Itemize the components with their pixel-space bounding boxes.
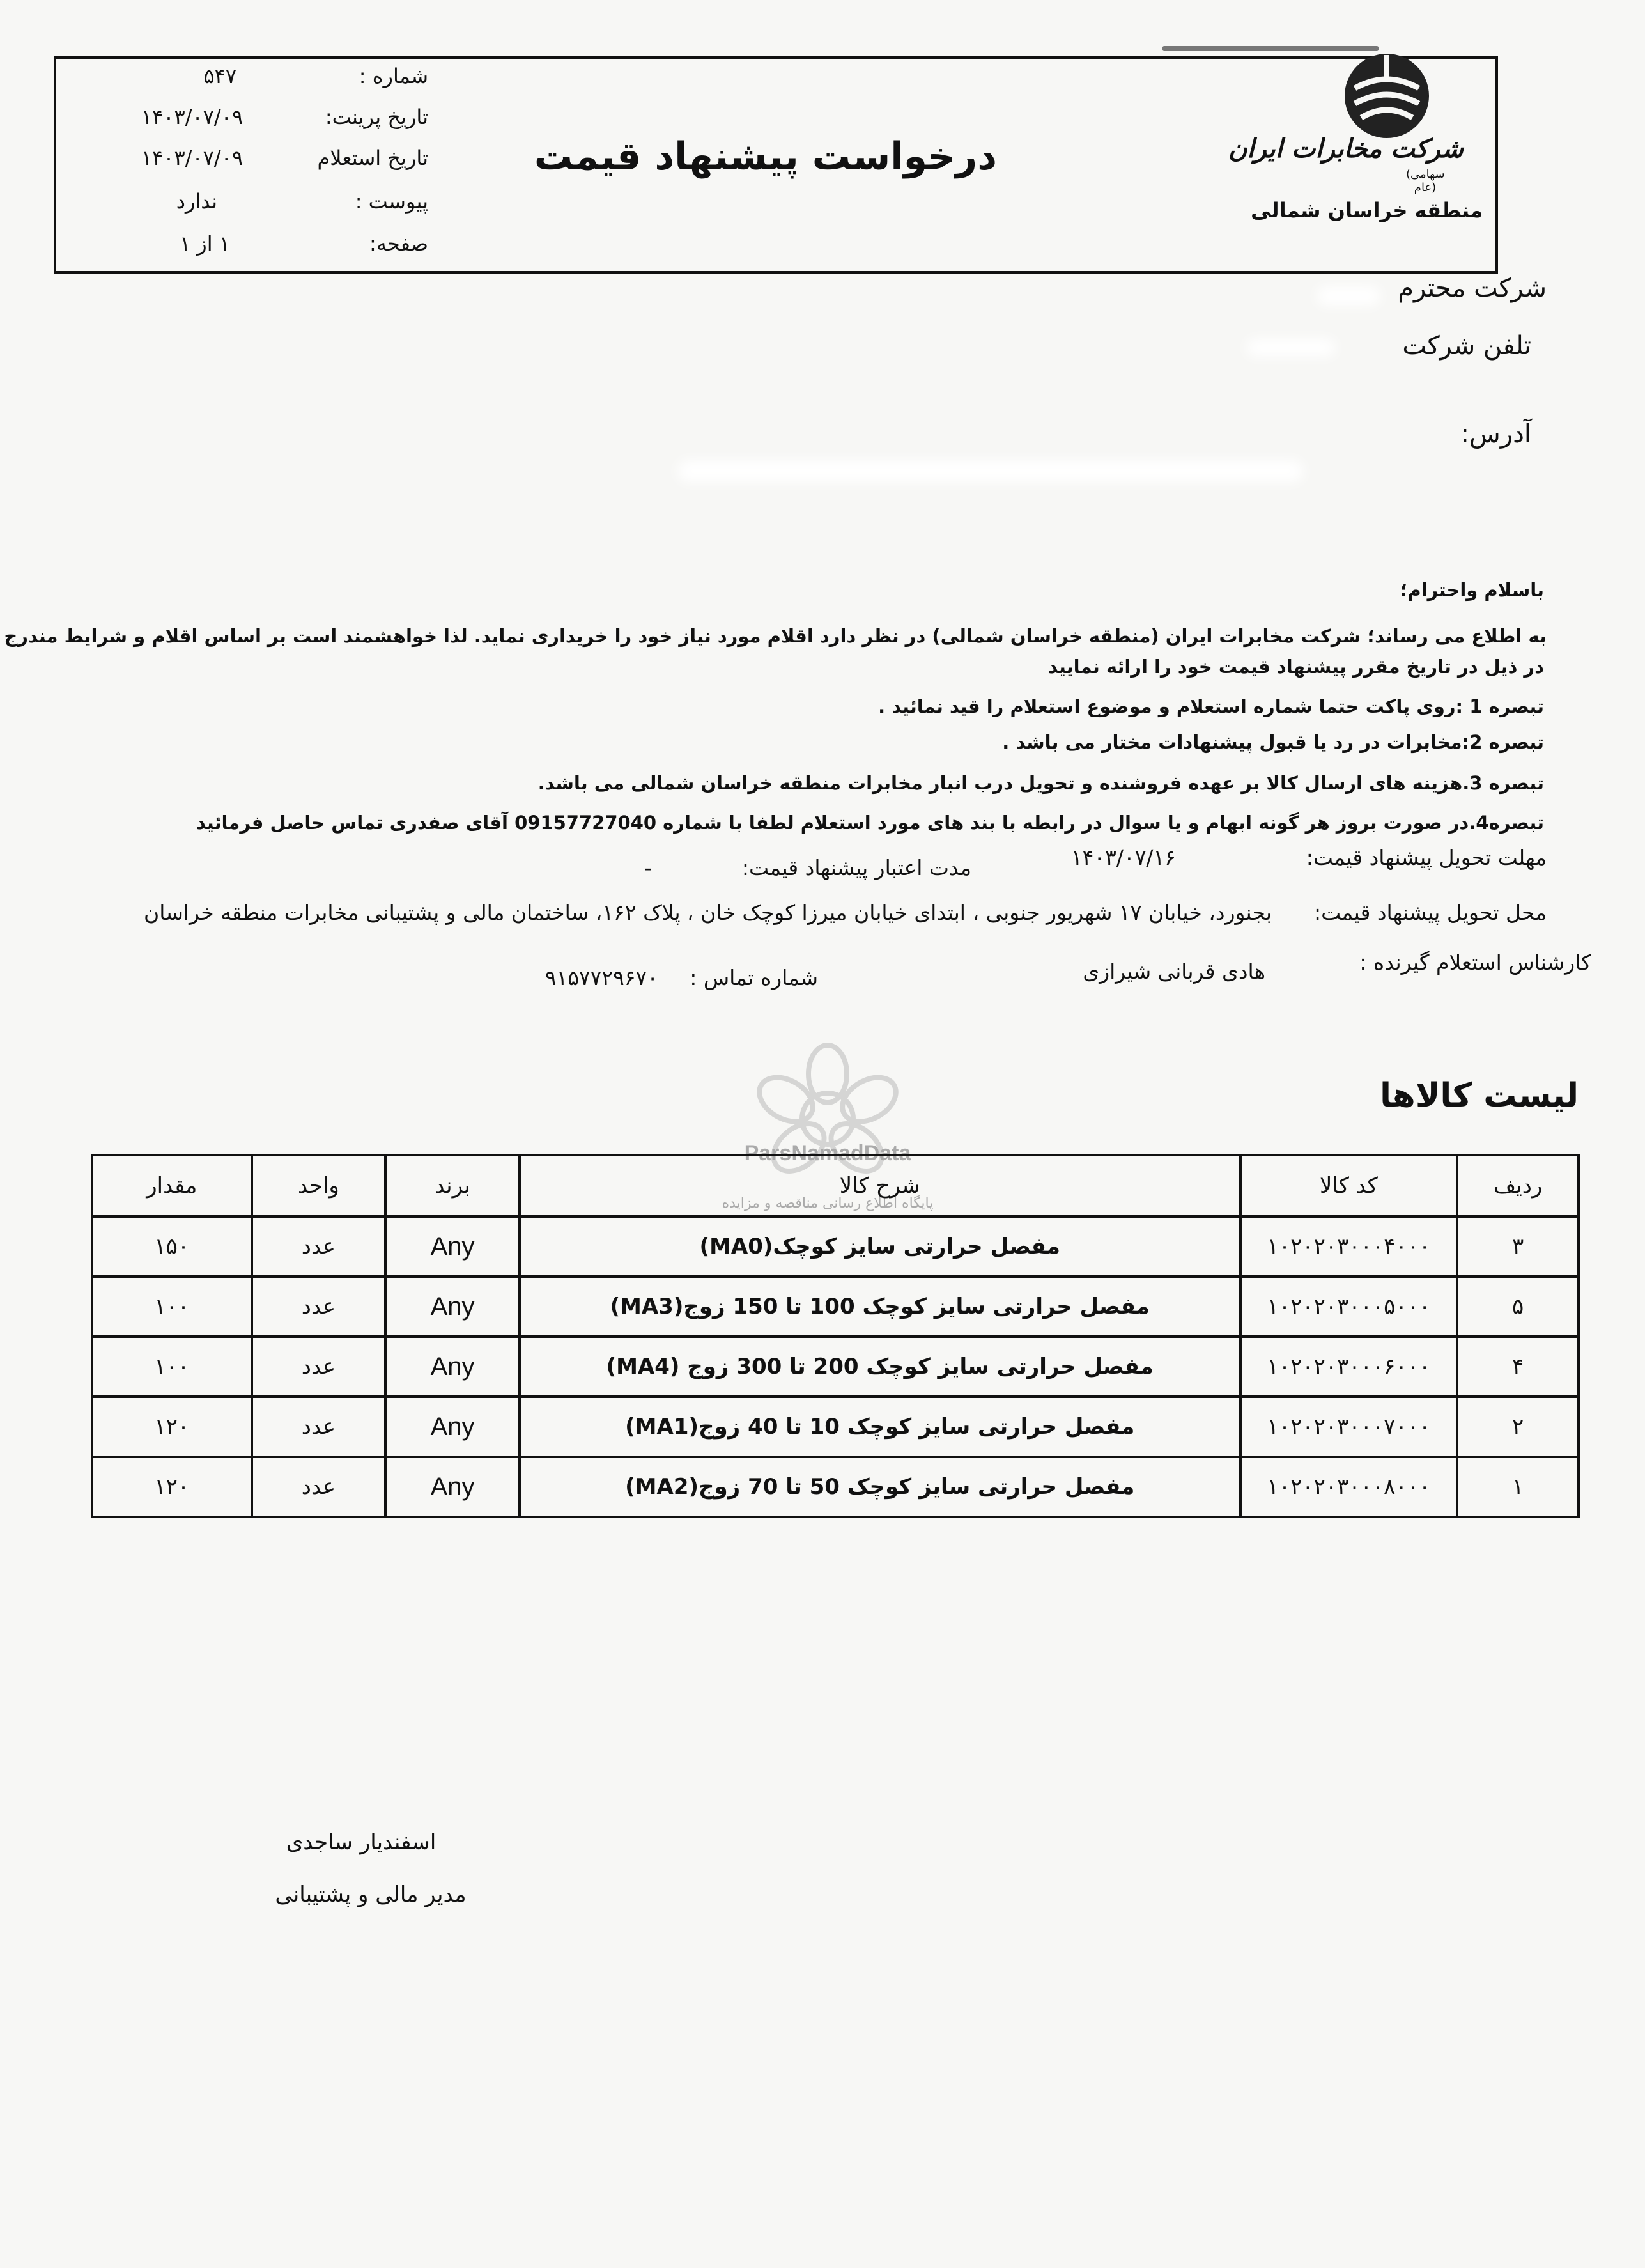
cell-description: مفصل حرارتی سایز کوچک 200 تا 300 زوج (MA4) [520, 1337, 1240, 1397]
cell-description: مفصل حرارتی سایز کوچک 100 تا 150 زوج(MA3) [520, 1277, 1240, 1337]
cell-quantity: ۱۵۰ [92, 1216, 252, 1277]
cell-quantity: ۱۰۰ [92, 1337, 252, 1397]
intro-line-1: به اطلاع می رساند؛ شرکت مخابرات ایران (منطقه خراسان شمالی) در نظر دارد اقلام مورد نیاز خود را خریداری نماید. لذا خواهشمند است بر اساس اقلام و شرایط مندرج [4, 625, 1547, 647]
cell-brand: Any [385, 1337, 520, 1397]
cell-unit: عدد [252, 1277, 386, 1337]
header-unit: واحد [252, 1155, 386, 1216]
cell-quantity: ۱۰۰ [92, 1277, 252, 1337]
field-page-label: صفحه: [369, 231, 428, 256]
table-row [92, 1277, 1579, 1337]
note-2: تبصره 2:مخابرات در رد یا قبول پیشنهادات مختار می باشد . [1002, 731, 1544, 753]
intro-line-2: در ذیل در تاریخ مقرر پیشنهاد قیمت خود را ارائه نمایید [1048, 656, 1544, 678]
cell-code: ۱۰۲۰۲۰۳۰۰۰۴۰۰۰ [1240, 1216, 1458, 1277]
cell-unit: عدد [252, 1397, 386, 1457]
signatory-title: مدیر مالی و پشتیبانی [275, 1882, 467, 1907]
cell-code: ۱۰۲۰۲۰۳۰۰۰۷۰۰۰ [1240, 1397, 1458, 1457]
cell-quantity: ۱۲۰ [92, 1397, 252, 1457]
field-number-value: ۵۴۷ [203, 64, 236, 88]
header-quantity: مقدار [92, 1155, 252, 1216]
cell-description: مفصل حرارتی سایز کوچک(MA0) [520, 1216, 1240, 1277]
header-tab-mark [1162, 46, 1379, 51]
cell-unit: عدد [252, 1337, 386, 1397]
redacted-company [1317, 286, 1380, 306]
deadline-label: مهلت تحویل پیشنهاد قیمت: [1306, 845, 1547, 870]
table-row [92, 1397, 1579, 1457]
greeting: باسلام واحترام؛ [1400, 579, 1544, 601]
cell-row-number: ۵ [1457, 1277, 1579, 1337]
field-page-value: ۱ از ۱ [179, 231, 230, 256]
field-print-date-label: تاریخ پرینت: [325, 105, 428, 129]
cell-quantity: ۱۲۰ [92, 1457, 252, 1517]
contact-value: ۹۱۵۷۷۲۹۶۷۰ [544, 965, 658, 990]
cell-brand: Any [385, 1216, 520, 1277]
header-code: کد کالا [1240, 1155, 1458, 1216]
validity-label: مدت اعتبار پیشنهاد قیمت: [741, 855, 971, 880]
cell-row-number: ۲ [1457, 1397, 1579, 1457]
cell-unit: عدد [252, 1216, 386, 1277]
cell-row-number: ۱ [1457, 1457, 1579, 1517]
signatory-name: اسفندیار ساجدی [286, 1829, 436, 1855]
table-row [92, 1457, 1579, 1517]
cell-code: ۱۰۲۰۲۰۳۰۰۰۵۰۰۰ [1240, 1277, 1458, 1337]
validity-value: - [644, 855, 652, 880]
cell-brand: Any [385, 1277, 520, 1337]
cell-brand: Any [385, 1397, 520, 1457]
cell-brand: Any [385, 1457, 520, 1517]
note-4: تبصره4.در صورت بروز هر گونه ابهام و یا سوال در رابطه با بند های مورد استعلام لطفا با شماره 09157727040 آقای صفدری تماس حاصل فرمائید [196, 812, 1544, 834]
watermark-text: ParsNamadData [744, 1141, 911, 1165]
region-name: منطقه خراسان شمالی [1251, 198, 1483, 222]
table-row [92, 1216, 1579, 1277]
expert-label: کارشناس استعلام گیرنده : [1359, 950, 1591, 975]
redacted-address [677, 460, 1304, 482]
field-print-date-value: ۱۴۰۳/۰۷/۰۹ [141, 105, 243, 129]
expert-value: هادی قربانی شیرازی [1083, 959, 1265, 984]
recipient-phone-label: تلفن شرکت [1402, 331, 1531, 361]
cell-code: ۱۰۲۰۲۰۳۰۰۰۸۰۰۰ [1240, 1457, 1458, 1517]
company-name: شرکت مخابرات ایران [1228, 134, 1464, 164]
field-attachment-value: ندارد [176, 189, 217, 214]
deadline-value: ۱۴۰۳/۰۷/۱۶ [1070, 845, 1176, 870]
document-title: درخواست پیشنهاد قیمت [534, 134, 997, 179]
cell-description: مفصل حرارتی سایز کوچک 50 تا 70 زوج(MA2) [520, 1457, 1240, 1517]
note-3: تبصره 3.هزینه های ارسال کالا بر عهده فروشنده و تحویل درب انبار مخابرات منطقه خراسان شمالی می باشد. [537, 772, 1544, 794]
header-row-number: ردیف [1457, 1155, 1579, 1216]
header-description: شرح کالا [520, 1155, 1240, 1216]
redacted-phone [1246, 339, 1336, 357]
recipient-address-label: آدرس: [1460, 419, 1531, 449]
table-row [92, 1337, 1579, 1397]
goods-list-title: لیست کالاها [1380, 1076, 1579, 1115]
recipient-company-label: شرکت محترم [1398, 274, 1547, 303]
field-inquiry-date-label: تاریخ استعلام [317, 146, 428, 170]
header-brand: برند [385, 1155, 520, 1216]
cell-code: ۱۰۲۰۲۰۳۰۰۰۶۰۰۰ [1240, 1337, 1458, 1397]
goods-table [91, 1154, 1580, 1518]
company-subtitle: (سهامی عام) [1406, 167, 1445, 194]
location-label: محل تحویل پیشنهاد قیمت: [1314, 900, 1547, 925]
cell-unit: عدد [252, 1457, 386, 1517]
watermark-subtext: پایگاه اطلاع رسانی مناقصه و مزایده [722, 1195, 934, 1211]
company-logo-icon [1342, 51, 1432, 141]
cell-description: مفصل حرارتی سایز کوچک 10 تا 40 زوج(MA1) [520, 1397, 1240, 1457]
field-attachment-label: پیوست : [355, 189, 428, 214]
cell-row-number: ۴ [1457, 1337, 1579, 1397]
note-1: تبصره 1 :روی پاکت حتما شماره استعلام و موضوع استعلام را قید نمائید . [878, 695, 1544, 717]
location-value: بجنورد، خیابان ۱۷ شهریور جنوبی ، ابتدای خیابان میرزا کوچک خان ، پلاک ۱۶۲، ساختمان مالی و پشتیبانی مخابرات منطقه خراسان [143, 900, 1272, 925]
field-number-label: شماره : [359, 64, 428, 88]
contact-label: شماره تماس : [690, 965, 818, 990]
cell-row-number: ۳ [1457, 1216, 1579, 1277]
table-header-row [92, 1155, 1579, 1216]
field-inquiry-date-value: ۱۴۰۳/۰۷/۰۹ [141, 146, 243, 170]
